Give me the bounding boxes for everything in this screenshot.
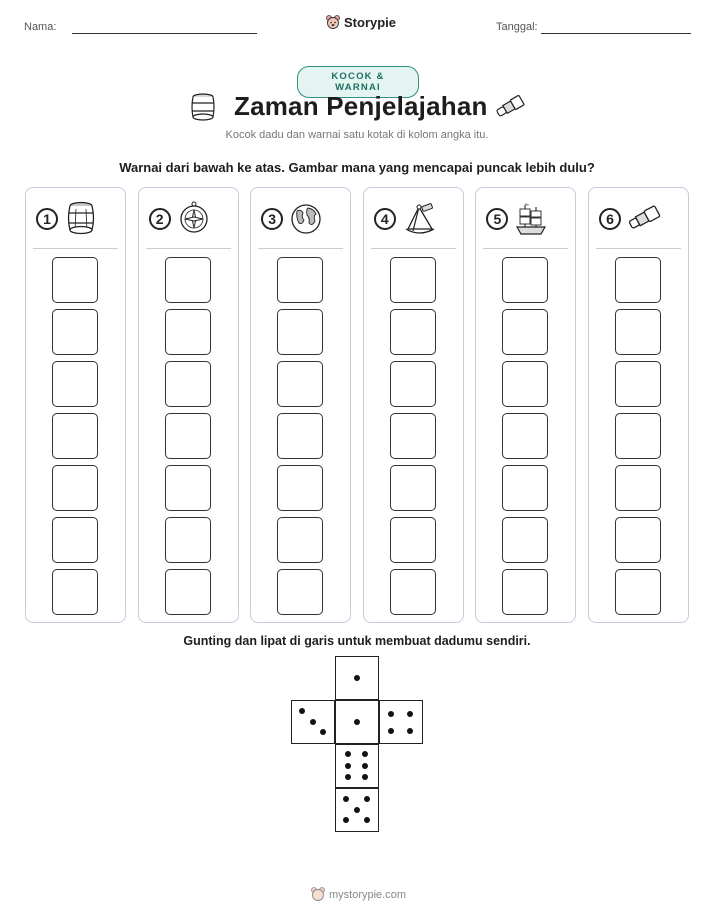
color-box[interactable] bbox=[165, 465, 211, 511]
color-box[interactable] bbox=[390, 309, 436, 355]
color-box[interactable] bbox=[52, 517, 98, 563]
die-face-1 bbox=[335, 700, 379, 744]
color-box[interactable] bbox=[277, 465, 323, 511]
color-box[interactable] bbox=[165, 517, 211, 563]
die-pip bbox=[299, 708, 305, 714]
barrel-icon bbox=[188, 93, 218, 121]
color-box[interactable] bbox=[52, 361, 98, 407]
die-face-6 bbox=[335, 744, 379, 788]
color-box[interactable] bbox=[502, 257, 548, 303]
compass-icon bbox=[177, 201, 211, 237]
color-box[interactable] bbox=[615, 465, 661, 511]
column-1 bbox=[25, 187, 126, 623]
color-box[interactable] bbox=[52, 465, 98, 511]
color-box[interactable] bbox=[390, 361, 436, 407]
color-box[interactable] bbox=[277, 413, 323, 459]
activity-badge: KOCOK & WARNAI bbox=[297, 66, 419, 98]
column-header bbox=[251, 188, 350, 236]
column-header bbox=[364, 188, 463, 236]
bear-icon bbox=[311, 887, 325, 902]
color-box[interactable] bbox=[52, 257, 98, 303]
die-pip bbox=[354, 675, 360, 681]
die-pip bbox=[388, 711, 394, 717]
column-header bbox=[476, 188, 575, 236]
footer bbox=[311, 887, 406, 902]
die-face-5 bbox=[335, 788, 379, 832]
column-2 bbox=[138, 187, 239, 623]
column-3 bbox=[250, 187, 351, 623]
globe-icon bbox=[289, 201, 323, 237]
die-pip bbox=[362, 751, 368, 757]
die-pip bbox=[354, 807, 360, 813]
sextant-icon bbox=[402, 201, 436, 237]
brand-logo bbox=[326, 15, 396, 30]
die-pip bbox=[320, 729, 326, 735]
column-6 bbox=[588, 187, 689, 623]
telescope-icon bbox=[627, 201, 661, 237]
die-pip bbox=[343, 817, 349, 823]
color-box[interactable] bbox=[615, 517, 661, 563]
color-box[interactable] bbox=[277, 257, 323, 303]
column-divider bbox=[33, 248, 118, 249]
color-box[interactable] bbox=[615, 413, 661, 459]
color-box[interactable] bbox=[165, 361, 211, 407]
date-label: Tanggal: bbox=[496, 21, 538, 33]
color-box[interactable] bbox=[277, 309, 323, 355]
die-pip bbox=[310, 719, 316, 725]
column-number: 4 bbox=[374, 208, 396, 230]
color-box[interactable] bbox=[165, 569, 211, 615]
color-box[interactable] bbox=[52, 569, 98, 615]
column-divider bbox=[371, 248, 456, 249]
color-box[interactable] bbox=[165, 413, 211, 459]
name-label: Nama: bbox=[24, 21, 57, 33]
column-number: 5 bbox=[486, 208, 508, 230]
die-face-4 bbox=[379, 700, 423, 744]
column-4 bbox=[363, 187, 464, 623]
name-line[interactable] bbox=[72, 33, 257, 34]
column-divider bbox=[596, 248, 681, 249]
die-pip bbox=[407, 711, 413, 717]
column-number: 2 bbox=[149, 208, 171, 230]
color-box[interactable] bbox=[277, 569, 323, 615]
color-box[interactable] bbox=[502, 361, 548, 407]
color-box[interactable] bbox=[502, 465, 548, 511]
column-number: 1 bbox=[36, 208, 58, 230]
color-box[interactable] bbox=[277, 361, 323, 407]
color-box[interactable] bbox=[615, 569, 661, 615]
color-box[interactable] bbox=[502, 309, 548, 355]
die-pip bbox=[364, 817, 370, 823]
die-pip bbox=[362, 763, 368, 769]
color-box[interactable] bbox=[390, 465, 436, 511]
die-pip bbox=[354, 719, 360, 725]
column-5 bbox=[475, 187, 576, 623]
cut-instruction: Gunting dan lipat di garis untuk membuat dadumu sendiri. bbox=[183, 634, 531, 648]
color-box[interactable] bbox=[277, 517, 323, 563]
column-divider bbox=[258, 248, 343, 249]
color-box[interactable] bbox=[165, 309, 211, 355]
color-box[interactable] bbox=[615, 361, 661, 407]
color-box[interactable] bbox=[502, 517, 548, 563]
color-box[interactable] bbox=[615, 257, 661, 303]
ship-icon bbox=[514, 201, 548, 237]
die-pip bbox=[345, 774, 351, 780]
page-subtitle: Kocok dadu dan warnai satu kotak di kolom angka itu. bbox=[225, 129, 489, 141]
color-box[interactable] bbox=[390, 413, 436, 459]
die-pip bbox=[362, 774, 368, 780]
color-box[interactable] bbox=[52, 309, 98, 355]
barrel-icon bbox=[64, 201, 98, 237]
column-number: 3 bbox=[261, 208, 283, 230]
column-header bbox=[589, 188, 688, 236]
die-pip bbox=[364, 796, 370, 802]
telescope-icon bbox=[494, 93, 526, 119]
color-box[interactable] bbox=[165, 257, 211, 303]
footer-url[interactable]: mystorypie.com bbox=[329, 888, 407, 901]
column-header bbox=[26, 188, 125, 236]
die-pip bbox=[343, 796, 349, 802]
die-face-1 bbox=[335, 656, 379, 700]
color-box[interactable] bbox=[502, 569, 548, 615]
color-box[interactable] bbox=[390, 517, 436, 563]
die-pip bbox=[345, 751, 351, 757]
die-pip bbox=[345, 763, 351, 769]
color-box[interactable] bbox=[390, 569, 436, 615]
color-box[interactable] bbox=[390, 257, 436, 303]
column-divider bbox=[146, 248, 231, 249]
color-box[interactable] bbox=[52, 413, 98, 459]
die-pip bbox=[388, 728, 394, 734]
brand-name: Storypie bbox=[344, 15, 397, 30]
die-face-3 bbox=[291, 700, 335, 744]
color-box[interactable] bbox=[502, 413, 548, 459]
color-box[interactable] bbox=[615, 309, 661, 355]
page-title: Zaman Penjelajahan bbox=[234, 91, 488, 121]
date-line[interactable] bbox=[541, 33, 691, 34]
column-divider bbox=[483, 248, 568, 249]
bear-icon bbox=[326, 15, 340, 30]
instruction-text: Warnai dari bawah ke atas. Gambar mana yang mencapai puncak lebih dulu? bbox=[119, 160, 595, 175]
column-header bbox=[139, 188, 238, 236]
column-number: 6 bbox=[599, 208, 621, 230]
die-pip bbox=[407, 728, 413, 734]
